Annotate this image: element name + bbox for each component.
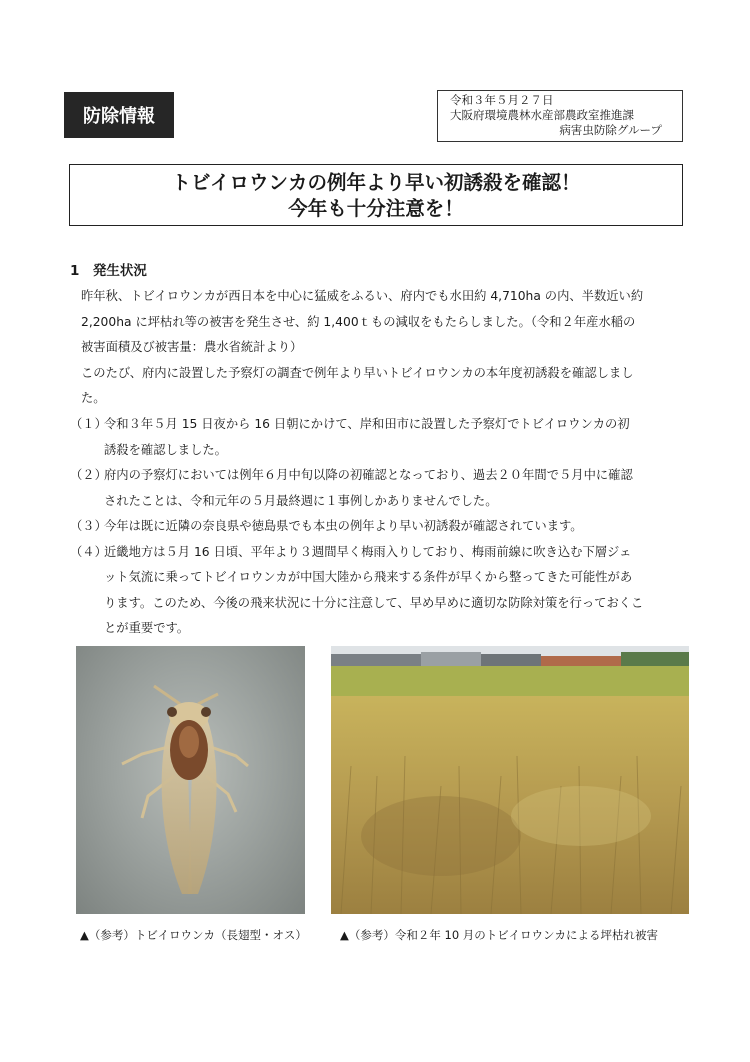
issuer-group: 病害虫防除グループ — [559, 123, 662, 137]
intro-line: 被害面積及び被害量：農水省統計より） — [81, 340, 303, 354]
intro-line: このたび、府内に設置した予察灯の調査で例年より早いトビイロウンカの本年度初誘殺を確認しまし — [81, 365, 634, 380]
item-number: （３） — [70, 519, 107, 533]
issuer-box — [437, 90, 683, 142]
title-line-2: 今年も十分注意を！ — [288, 197, 464, 220]
intro-line: た。 — [81, 391, 106, 405]
issue-date: 令和３年５月２７日 — [450, 93, 554, 107]
list-item — [70, 412, 682, 438]
list-item — [70, 514, 682, 540]
insect-photo-caption: ▲（参考）トビイロウンカ（長翅型・オス） — [80, 928, 307, 942]
list-item — [70, 540, 682, 566]
field-photo-caption: ▲（参考）令和２年 10 月のトビイロウンカによる坪枯れ被害 — [340, 928, 658, 942]
item-line: とが重要です。 — [104, 621, 190, 635]
item-line: 誘殺を確認しました。 — [104, 442, 227, 457]
list-item — [70, 463, 682, 489]
title-line-1: トビイロウンカの例年より早い初誘殺を確認！ — [171, 171, 581, 194]
damaged-field-photo — [331, 646, 689, 914]
item-line: 府内の予察灯においては例年６月中旬以降の初確認となっており、過去２０年間で５月中に確認 — [104, 468, 633, 482]
item-line: されたことは、令和元年の５月最終週に１事例しかありませんでした。 — [104, 493, 498, 508]
issuer-department: 大阪府環境農林水産部農政室推進課 — [450, 108, 634, 122]
section-heading: 1 発生状況 — [70, 263, 147, 279]
intro-line: 2,200ha に坪枯れ等の被害を発生させ、約 1,400ｔもの減収をもたらしました。（令和２年産水稲の — [81, 314, 636, 329]
item-number: （４） — [70, 544, 107, 559]
item-number: （１） — [70, 417, 107, 431]
item-line: ります。このため、今後の飛来状況に十分に注意して、早め早めに適切な防除対策を行っておくこ — [104, 595, 644, 610]
item-number: （２） — [70, 468, 107, 482]
intro-line: 昨年秋、トビイロウンカが西日本を中心に猛威をふるい、府内でも水田約 4,710ha の内、半数近い約 — [81, 289, 644, 303]
rice-field-illustration — [331, 646, 689, 914]
document-title — [69, 164, 683, 226]
planthopper-photo — [76, 646, 305, 914]
item-line: 令和３年５月 15 日夜から 16 日朝にかけて、岸和田市に設置した予察灯でトビイロウンカの初 — [104, 417, 630, 431]
planthopper-illustration — [76, 646, 305, 914]
item-line: 今年は既に近隣の奈良県や徳島県でも本虫の例年より早い初誘殺が確認されています。 — [104, 519, 583, 533]
item-line: ット気流に乗ってトビイロウンカが中国大陸から飛来する条件が早くから整ってきた可能性があ — [104, 570, 633, 584]
item-line: 近畿地方は５月 16 日頃、平年より３週間早く梅雨入りしており、梅雨前線に吹き込む下層ジェ — [104, 544, 632, 559]
item-list — [70, 412, 682, 642]
info-type-label: 防除情報 — [64, 92, 174, 138]
intro-paragraph — [75, 284, 687, 412]
